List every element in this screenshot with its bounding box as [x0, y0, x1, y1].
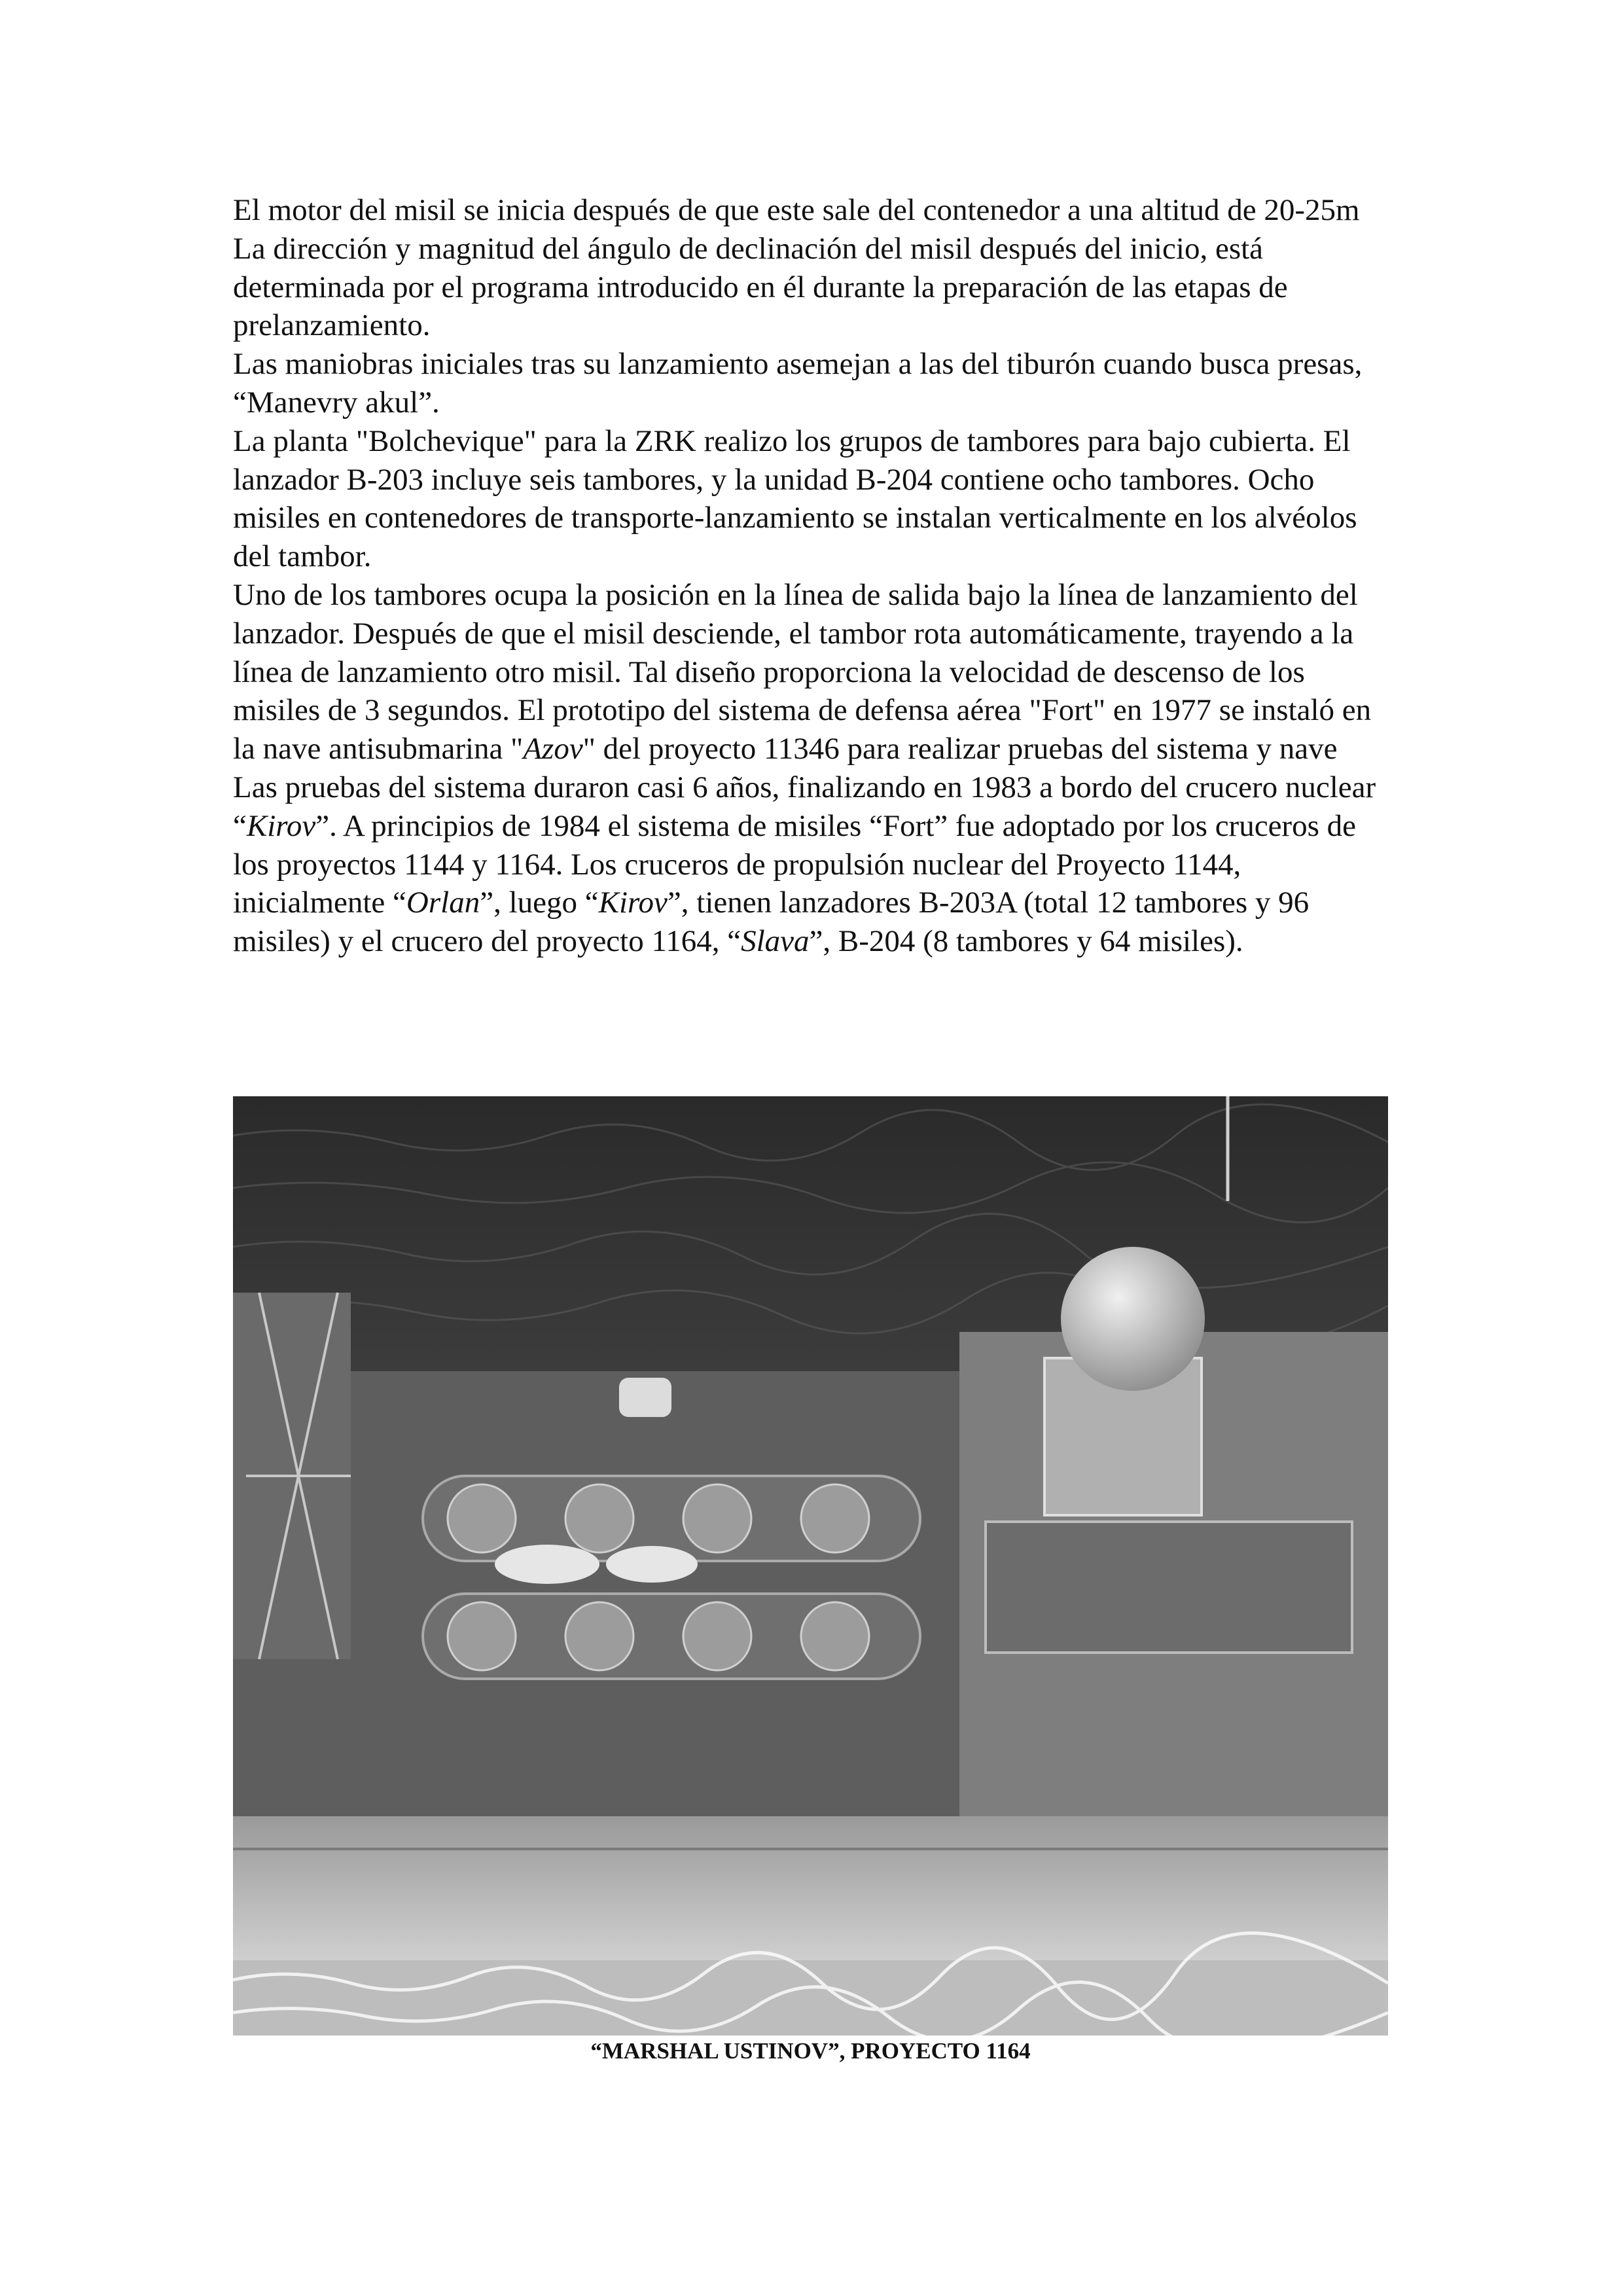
paragraph — [233, 191, 1398, 230]
sea — [233, 1096, 1388, 1371]
text-run: Las maniobras iniciales tras su lanzamiento asemejan a las del tiburón cuando busca presas, “Manevry akul”. — [233, 347, 1363, 420]
italic-name: Kirov — [246, 808, 316, 843]
body-text — [233, 191, 1398, 961]
paragraph — [233, 576, 1398, 768]
text-run: La dirección y magnitud del ángulo de declinación del misil después del inicio, está determinada por el programa introducido en él durante la preparación de las etapas de prelanzamiento. — [233, 231, 1288, 343]
text-run: ”. A principios de 1984 el sistema de misiles “Fort” fue adoptado por los cruceros de los proyectos 1144 y 1164. Los cruceros de propulsión nuclear del Proyecto 1144, inicialmente “ — [233, 808, 1356, 920]
photo-caption: “MARSHAL USTINOV”, PROYECTO 1164 — [590, 2038, 1031, 2064]
text-run: ”, B-204 (8 tambores y 64 misiles). — [809, 924, 1243, 959]
paragraph — [233, 422, 1398, 576]
ship-deck-photo — [233, 1096, 1388, 2036]
text-run: ”, luego “ — [480, 886, 599, 920]
paragraph — [233, 230, 1398, 345]
paragraph — [233, 768, 1398, 961]
text-run: Uno de los tambores ocupa la posición en la línea de salida bajo la línea de lanzamiento del lanzador. Después de que el misil desciende, el tambor rota automáticamente, trayendo a la línea de lanzamiento otro misil. Tal diseño proporciona la velocidad de descenso de los misiles de 3 segundos. El prototipo del sistema de defensa aérea "Fort" en 1977 se instaló en la nave antisubmarina " — [233, 577, 1372, 766]
text-run: La planta "Bolchevique" para la ZRK realizo los grupos de tambores para bajo cubierta. El lanzador B-203 incluye seis tambores, y la unidad B-204 contiene ocho tambores. Ocho misiles en contenedores de transporte-lanzamiento se instalan verticalmente en los alvéolos del tambor. — [233, 423, 1357, 574]
italic-name: Slava — [741, 924, 810, 959]
italic-name: Kirov — [598, 886, 668, 920]
paragraph — [233, 345, 1398, 422]
text-run: Las pruebas del sistema duraron casi 6 años, finalizando en 1983 a bordo del crucero nuclear “ — [233, 770, 1376, 843]
italic-name: Azov — [523, 732, 583, 766]
text-run: ”, tienen lanzadores B-203A (total 12 tambores y 96 misiles) y el crucero del proyecto 1164, “ — [233, 886, 1310, 959]
text-run: " del proyecto 11346 para realizar pruebas del sistema y nave — [582, 732, 1338, 766]
radar-dome — [1061, 1247, 1205, 1391]
text-run: El motor del misil se inicia después de que este sale del contenedor a una altitud de 20-25m — [233, 193, 1360, 227]
italic-name: Orlan — [406, 886, 480, 920]
